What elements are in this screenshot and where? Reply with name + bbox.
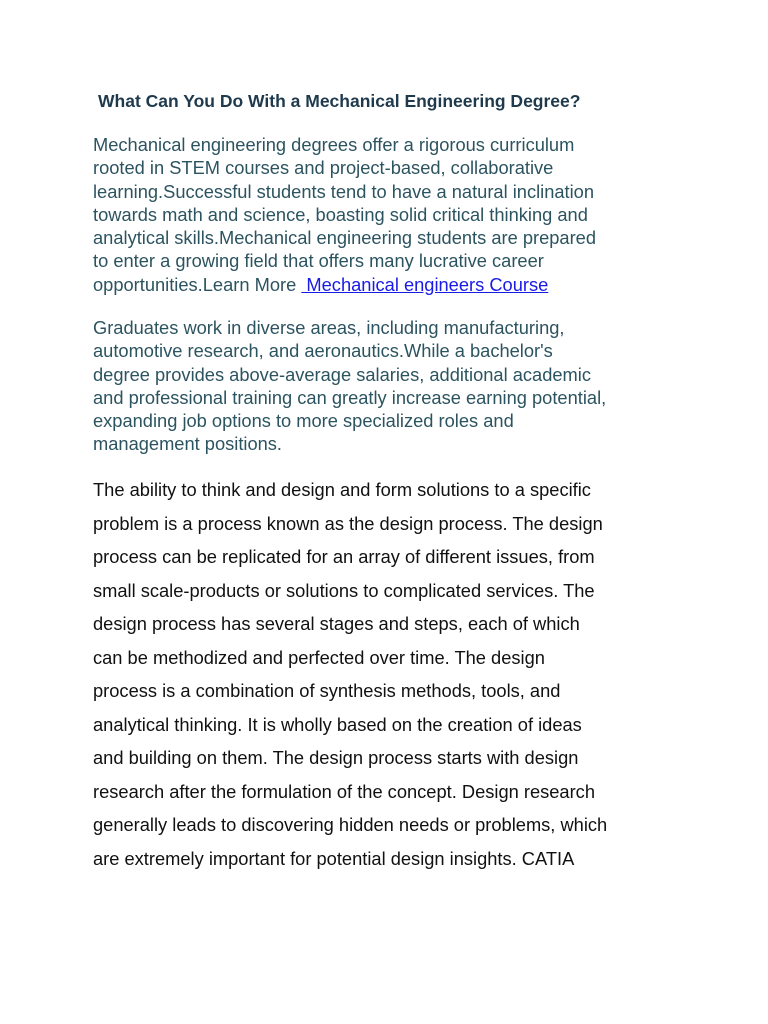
learn-more-prefix: opportunities.Learn More (93, 273, 302, 295)
design-process-paragraph (93, 473, 693, 875)
text-line: design process has several stages and steps, each of which (93, 613, 580, 634)
text-line: The ability to think and design and form solutions to a specific (93, 479, 591, 500)
text-line: automotive research, and aeronautics.While a bachelor's (93, 340, 553, 362)
text-line: are extremely important for potential design insights. CATIA (93, 847, 575, 869)
text-line: and professional training can greatly increase earning potential, (93, 386, 607, 408)
text-line: learning.Successful students tend to have a natural inclination (93, 180, 595, 202)
text-line: research after the formulation of the concept. Design research (93, 780, 595, 802)
text-line: can be methodized and perfected over time. The design (93, 646, 545, 668)
text-line: Mechanical engineering degrees offer a rigorous curriculum (93, 134, 575, 155)
text-line: to enter a growing field that offers many lucrative career (93, 250, 544, 272)
mechanical-engineers-course-link[interactable]: Mechanical engineers Course (301, 273, 549, 295)
text-line: degree provides above-average salaries, additional academic (93, 363, 591, 385)
intro-paragraph (93, 133, 693, 296)
page-title: What Can You Do With a Mechanical Engineering Degree? (98, 91, 581, 111)
text-line: towards math and science, boasting solid critical thinking and (93, 203, 588, 225)
text-line: management positions. (93, 433, 283, 455)
text-line: process is a combination of synthesis methods, tools, and (93, 680, 561, 701)
text-line: problem is a process known as the design process. The design (93, 512, 603, 534)
text-line: generally leads to discovering hidden needs or problems, which (93, 814, 608, 835)
text-line: small scale-products or solutions to complicated services. The (93, 579, 595, 601)
text-line: rooted in STEM courses and project-based, collaborative (93, 157, 554, 179)
text-line: analytical skills.Mechanical engineering students are prepared (93, 227, 597, 249)
text-line: analytical thinking. It is wholly based on the creation of ideas (93, 713, 582, 735)
text-line (93, 273, 693, 296)
text-line: and building on them. The design process starts with design (93, 747, 579, 768)
graduates-paragraph (93, 316, 693, 456)
text-line: process can be replicated for an array of different issues, from (93, 546, 595, 567)
text-line: Graduates work in diverse areas, including manufacturing, (93, 317, 565, 338)
text-line: expanding job options to more specialized roles and (93, 410, 514, 432)
